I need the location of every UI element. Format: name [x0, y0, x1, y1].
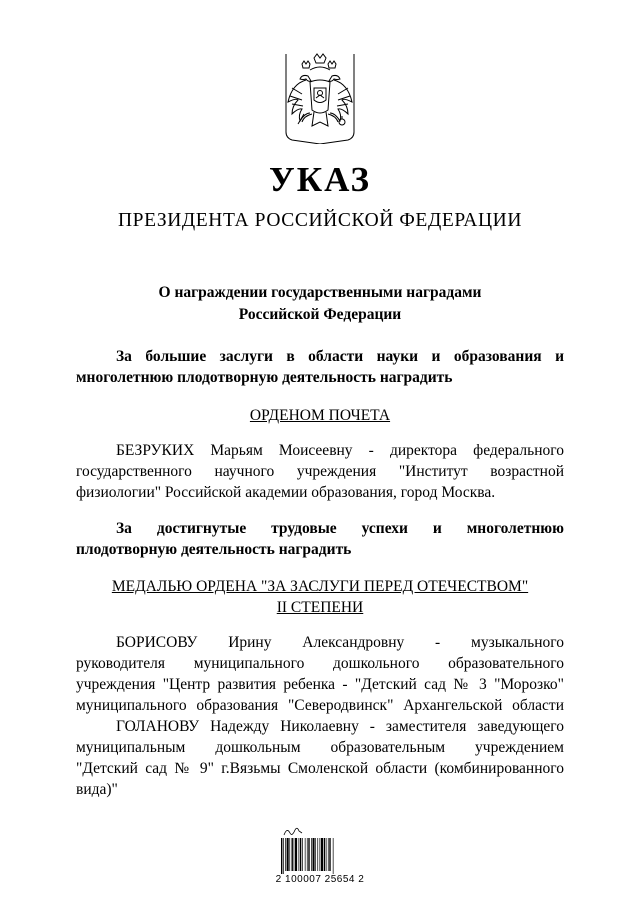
barcode-bar [333, 838, 334, 874]
paragraph-line: учреждения "Центр развития ребенка - "Детский сад № 3 "Морозко" [76, 676, 564, 693]
barcode-image [280, 838, 362, 874]
barcode-bar [305, 838, 306, 871]
award-title-2 [0, 576, 640, 618]
barcode-bar [300, 838, 301, 871]
barcode-bar [281, 838, 282, 874]
paragraph-line: За большие заслуги в области науки и образования и [116, 348, 564, 365]
paragraph-line: БЕЗРУКИХ Марьям Моисеевну - директора федерального [116, 442, 564, 459]
recipient-paragraph-1 [76, 440, 564, 503]
barcode-bar [289, 838, 290, 871]
recipient-paragraph-3 [76, 716, 564, 800]
award-title-line: МЕДАЛЬЮ ОРДЕНА "ЗА ЗАСЛУГИ ПЕРЕД ОТЕЧЕСТВОМ" [111, 578, 529, 595]
barcode-bar [302, 838, 303, 871]
decree-title: УКАЗ [269, 160, 371, 199]
paragraph-line: муниципальным дошкольным образовательным учреждением [76, 739, 564, 756]
paragraph-line: муниципального образования "Северодвинск" Архангельской области [76, 697, 564, 714]
barcode-bar [315, 838, 316, 871]
paragraph-line: "Детский сад № 9" г.Вязьмы Смоленской области (комбинированного [76, 760, 564, 777]
barcode-bar [320, 838, 321, 871]
paragraph-line: За достигнутые трудовые успехи и многолетнюю [116, 520, 564, 537]
decree-heading-line: О награждении государственными наградами [158, 284, 482, 301]
award-title-line: II СТЕПЕНИ [276, 599, 364, 616]
barcode-bar [324, 838, 325, 871]
intro-paragraph-1 [76, 346, 564, 388]
barcode-bar [285, 838, 286, 871]
award-title-line: ОРДЕНОМ ПОЧЕТА [249, 407, 391, 424]
barcode-bar [317, 838, 318, 871]
barcode-bar [294, 838, 295, 871]
paragraph-line: ГОЛАНОВУ Надежду Николаевну - заместителя заведующего [116, 718, 564, 735]
barcode-bar [311, 838, 312, 871]
barcode-bar [292, 838, 293, 871]
barcode-bar [307, 838, 308, 871]
paragraph-line: БОРИСОВУ Ирину Александровну - музыкального [116, 634, 564, 651]
paragraph-line: государственного научного учреждения "Институт возрастной [76, 463, 564, 480]
paragraph-line: многолетнюю плодотворную деятельность наградить [76, 369, 453, 386]
award-title-1 [0, 405, 640, 426]
decree-subtitle: ПРЕЗИДЕНТА РОССИЙСКОЙ ФЕДЕРАЦИИ [117, 210, 523, 231]
intro-paragraph-2 [76, 518, 564, 560]
barcode-bar [326, 838, 327, 871]
barcode-bar [299, 838, 300, 871]
barcode-bar [329, 838, 330, 871]
barcode-bar [287, 838, 289, 871]
decree-heading [0, 282, 640, 326]
barcode-bar [328, 838, 329, 871]
coat-of-arms-emblem [284, 52, 356, 144]
paragraph-line: физиологии" Российской академии образования, город Москва. [76, 484, 496, 501]
barcode-bar [283, 838, 284, 874]
paragraph-line: руководителя муниципального дошкольного образовательного [76, 655, 564, 672]
paragraph-line: плодотворную деятельность наградить [76, 541, 352, 558]
barcode-number: 2 100007 25654 2 [275, 874, 365, 885]
recipient-paragraph-2 [76, 632, 564, 716]
barcode-bar [321, 838, 323, 871]
barcode-bar [295, 838, 297, 871]
handwritten-mark [283, 826, 303, 838]
barcode-bar [308, 838, 309, 871]
paragraph-line: вида)" [76, 781, 118, 798]
barcode-bar [313, 838, 315, 871]
decree-heading-line: Российской Федерации [238, 306, 402, 323]
